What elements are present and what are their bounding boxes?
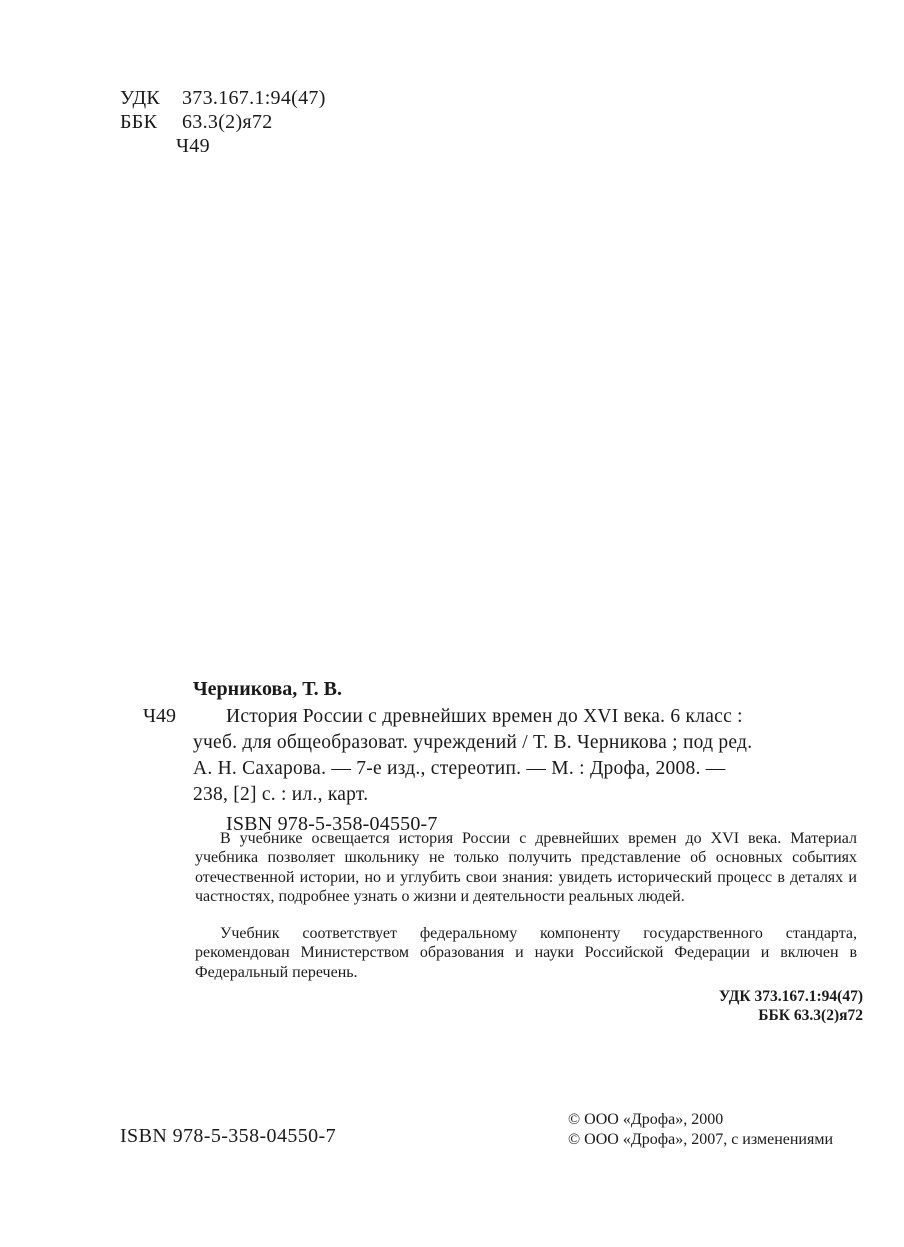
card-line-3: А. Н. Сахарова. — 7-е изд., стереотип. — М. : Дрофа, 2008. — — [193, 758, 726, 779]
card-line-4: 238, [2] с. : ил., карт. — [193, 784, 369, 805]
udk-label: УДК — [120, 87, 161, 109]
copyright-2007: © ООО «Дрофа», 2007, с изменениями — [568, 1131, 834, 1148]
card-annotation-2 — [195, 924, 857, 982]
author-mark-top: Ч49 — [176, 135, 210, 157]
udk-value: 373.167.1:94(47) — [182, 87, 326, 109]
card-author-mark: Ч49 — [143, 705, 176, 727]
footer-isbn: ISBN 978-5-358-04550-7 — [120, 1125, 337, 1147]
card-bbk: ББК 63.3(2)я72 — [758, 1007, 863, 1024]
card-annotation-1 — [195, 829, 857, 906]
card-author: Черникова, Т. В. — [193, 678, 342, 700]
card-line-2: учеб. для общеобразоват. учреждений / Т. В. Черникова ; под ред. — [193, 732, 753, 753]
card-isbn: ISBN 978-5-358-04550-7 — [226, 813, 438, 835]
bbk-label: ББК — [120, 111, 158, 133]
bbk-code-top — [120, 110, 273, 134]
annotation-text-2: Учебник соответствует федеральному компоненту государственного стандарта, рекомендован Министерством образования и науки Российской Федерации и включен в Федеральный перечень. — [195, 925, 857, 981]
copyright-2000: © ООО «Дрофа», 2000 — [568, 1111, 724, 1128]
card-line-1: История России с древнейших времен до XVI века. 6 класс : — [226, 706, 743, 727]
annotation-text-1: В учебнике освещается история России с древнейших времен до XVI века. Материал учебника позволяет школьнику не только получить представление об основных событиях отечественной истории, но и углубить свои знания: увидеть исторический процесс в деталях и частностях, подробнее узнать о жизни и деятельности реальных людей. — [195, 830, 857, 905]
bbk-value: 63.3(2)я72 — [182, 111, 273, 133]
card-classification-codes — [719, 987, 863, 1025]
card-udk: УДК 373.167.1:94(47) — [718, 988, 863, 1005]
udk-code-top — [120, 86, 326, 110]
